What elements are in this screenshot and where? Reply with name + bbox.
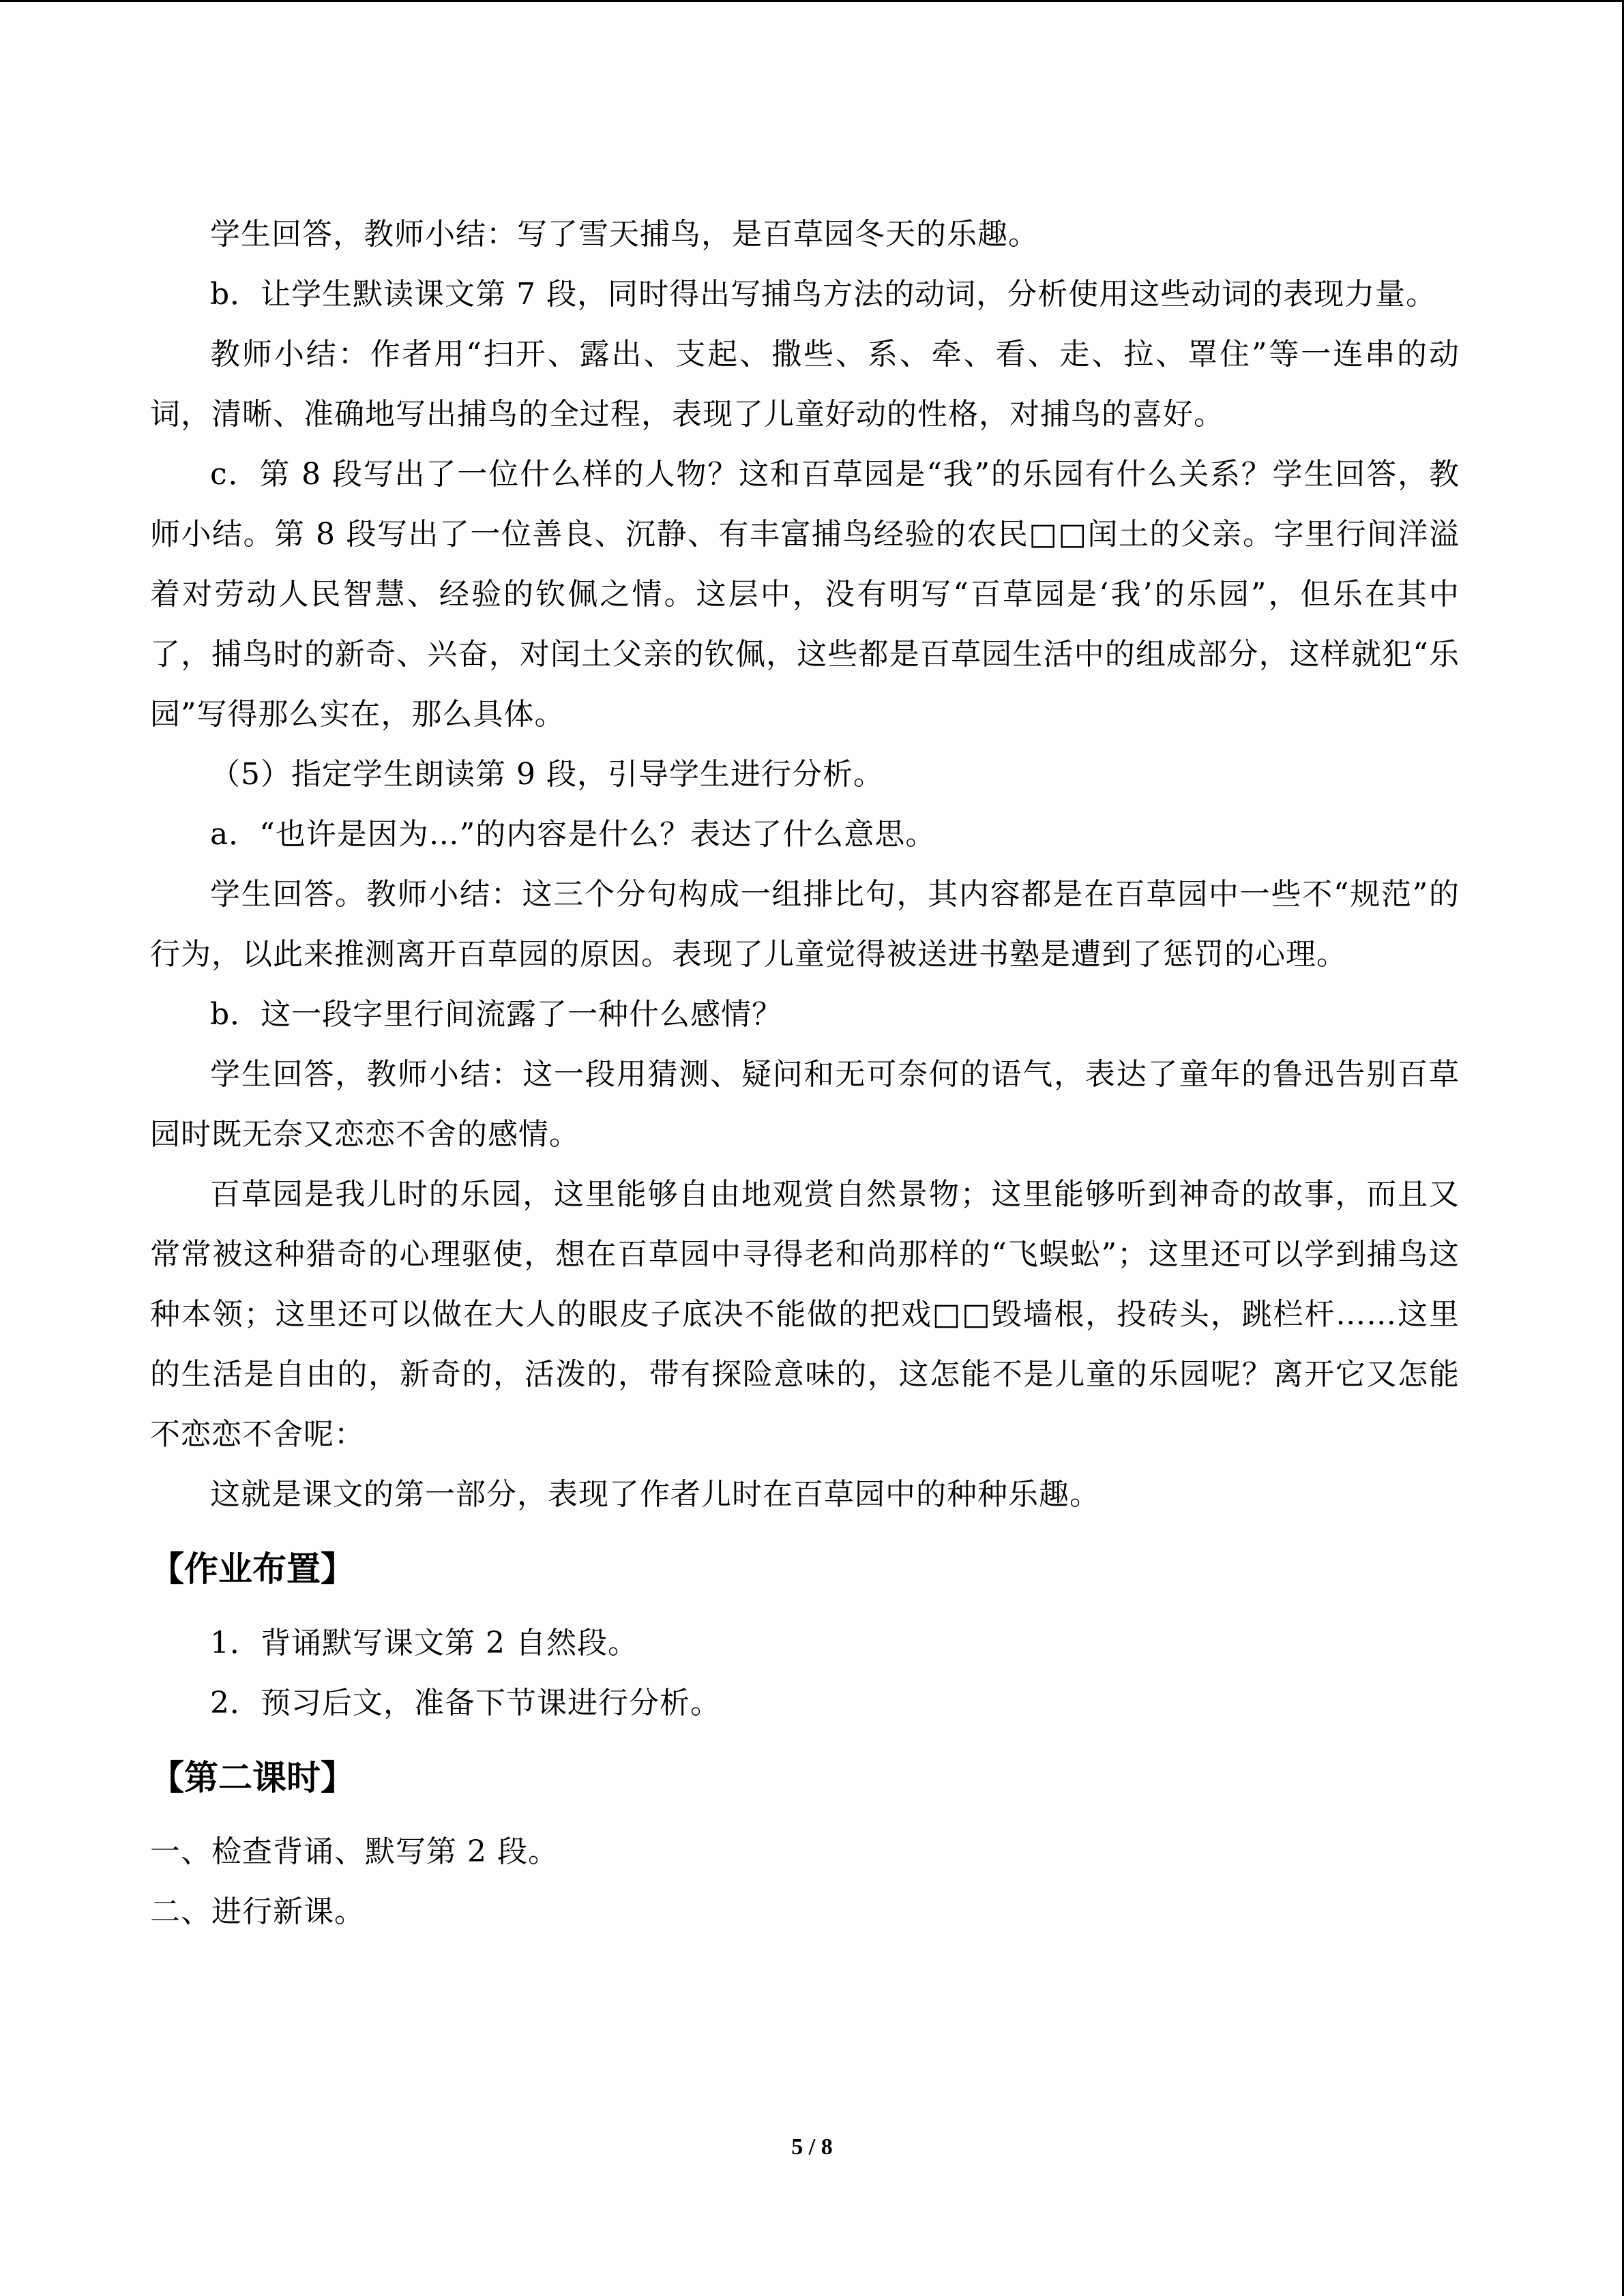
paragraph: c．第 8 段写出了一位什么样的人物？这和百草园是“我”的乐园有什么关系？学生回答，教师小结。第 8 段写出了一位善良、沉静、有丰富捕鸟经验的农民□□闰土的父亲。字里行间洋溢着对劳动人民智慧、经验的钦佩之情。这层中，没有明写“百草园是‘我’的乐园”，但乐在其中了，捕鸟时的新奇、兴奋，对闰土父亲的钦佩，这些都是百草园生活中的组成部分，这样就犯“乐园”写得那么实在，那么具体。 [150,457,1460,732]
document-body [150,205,1460,1942]
page-number: 5 / 8 [791,2134,833,2160]
homework-item: 2．预习后文，准备下节课进行分析。 [210,1686,721,1720]
homework-heading: 【作业布置】 [150,1549,355,1589]
paragraph: 学生回答。教师小结：这三个分句构成一组排比句，其内容都是在百草园中一些不“规范”的行为，以此来推测离开百草园的原因。表现了儿童觉得被送进书塾是遭到了惩罚的心理。 [150,877,1460,972]
paragraph: 学生回答，教师小结：这一段用猜测、疑问和无可奈何的语气，表达了童年的鲁迅告别百草园时既无奈又恋恋不舍的感情。 [150,1057,1460,1152]
homework-item: 1．背诵默写课文第 2 自然段。 [210,1626,638,1660]
paragraph: 这就是课文的第一部分，表现了作者儿时在百草园中的种种乐趣。 [210,1477,1100,1512]
paragraph: 教师小结：作者用“扫开、露出、支起、撒些、系、牵、看、走、拉、罩住”等一连串的动词，清晰、准确地写出捕鸟的全过程，表现了儿童好动的性格，对捕鸟的喜好。 [150,337,1460,432]
lesson-step: 一、检查背诵、默写第 2 段。 [150,1834,559,1869]
lesson-step: 二、进行新课。 [150,1894,365,1929]
paragraph: a．“也许是因为…”的内容是什么？表达了什么意思。 [210,817,936,852]
paragraph: b．让学生默读课文第 7 段，同时得出写捕鸟方法的动词，分析使用这些动词的表现力量。 [210,277,1437,312]
second-lesson-heading: 【第二课时】 [150,1758,355,1798]
paragraph: 学生回答，教师小结：写了雪天捕鸟，是百草园冬天的乐趣。 [210,217,1039,252]
paragraph: 百草园是我儿时的乐园，这里能够自由地观赏自然景物；这里能够听到神奇的故事，而且又常常被这种猎奇的心理驱使，想在百草园中寻得老和尚那样的“飞蜈蚣”；这里还可以学到捕鸟这种本领；这里还可以做在大人的眼皮子底决不能做的把戏□□毁墙根，投砖头，跳栏杆……这里的生活是自由的，新奇的，活泼的，带有探险意味的，这怎能不是儿童的乐园呢？离开它又怎能不恋恋不舍呢： [150,1177,1460,1452]
page-border-top [0,0,1624,2]
paragraph: b．这一段字里行间流露了一种什么感情？ [210,997,783,1032]
paragraph: （5）指定学生朗读第 9 段，引导学生进行分析。 [210,757,884,792]
